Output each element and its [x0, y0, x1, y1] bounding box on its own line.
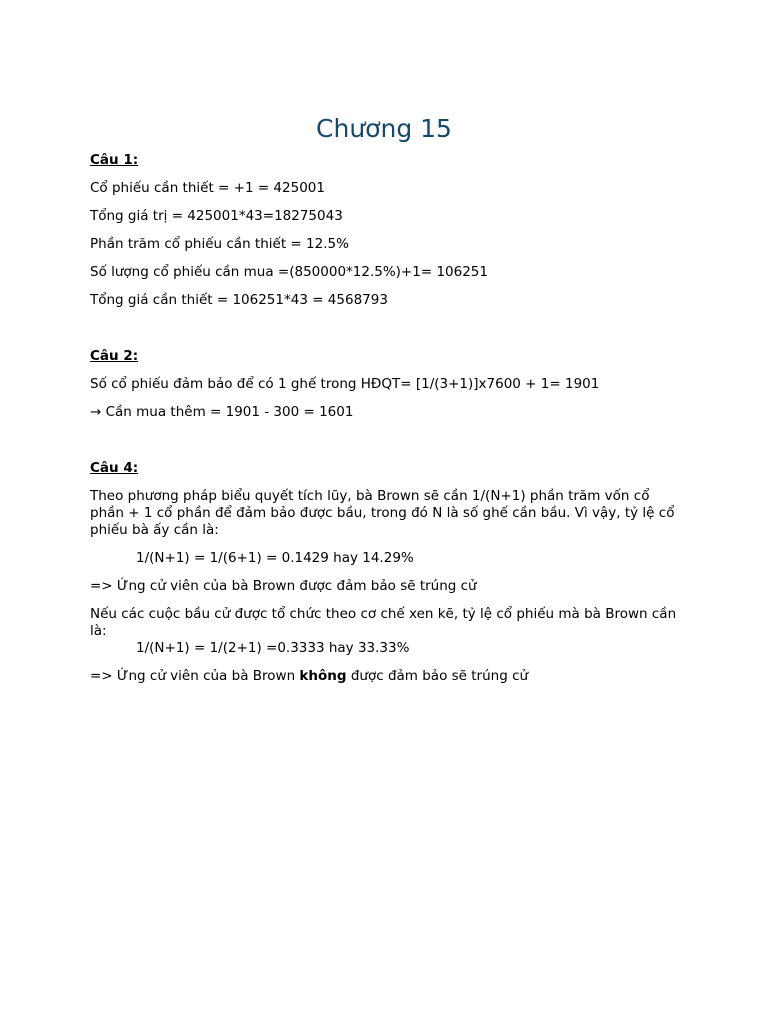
q4-result-2 — [90, 668, 680, 685]
question-4-heading: Câu 4: — [90, 460, 139, 476]
spacer — [90, 432, 680, 460]
q2-line-2: → Cần mua thêm = 1901 - 300 = 1601 — [90, 404, 354, 420]
q4-result-1: => Ứng cử viên của bà Brown được đảm bảo sẽ trúng cử — [90, 578, 477, 594]
q4-result-2-suffix: được đảm bảo sẽ trúng cử — [346, 668, 529, 684]
q1-line-5: Tổng giá cần thiết = 106251*43 = 4568793 — [90, 292, 388, 308]
document-body — [90, 152, 680, 696]
q2-line-1: Số cổ phiếu đảm bảo để có 1 ghế trong HĐQT= [1/(3+1)]x7600 + 1= 1901 — [90, 376, 600, 392]
spacer — [90, 320, 680, 348]
q4-result-2-prefix: => Ứng cử viên của bà Brown — [90, 668, 300, 684]
page-title: Chương 15 — [316, 114, 452, 143]
q1-line-4: Số lượng cổ phiếu cần mua =(850000*12.5%)+1= 106251 — [90, 264, 488, 280]
q4-result-2-emphasis: không — [299, 668, 347, 684]
question-1-heading: Câu 1: — [90, 152, 139, 168]
question-2-heading: Câu 2: — [90, 348, 139, 364]
q1-line-1: Cổ phiếu cần thiết = +1 = 425001 — [90, 180, 325, 196]
q4-paragraph-2: Nếu các cuộc bầu cử được tổ chức theo cơ chế xen kẽ, tỷ lệ cổ phiếu mà bà Brown cần là: — [90, 606, 677, 639]
q4-formula-2: 1/(N+1) = 1/(2+1) =0.3333 hay 33.33% — [136, 640, 410, 656]
q4-formula-1: 1/(N+1) = 1/(6+1) = 0.1429 hay 14.29% — [136, 550, 414, 566]
q4-paragraph-1: Theo phương pháp biểu quyết tích lũy, bà Brown sẽ cần 1/(N+1) phần trăm vốn cổ phần + 1 cổ phần để đảm bảo được bầu, trong đó N là số ghế cần bầu. Vì vậy, tỷ lệ cổ phiếu bà ấy cần là: — [90, 488, 675, 538]
q1-line-2: Tổng giá trị = 425001*43=18275043 — [90, 208, 343, 224]
q1-line-3: Phần trăm cổ phiếu cần thiết = 12.5% — [90, 236, 349, 252]
